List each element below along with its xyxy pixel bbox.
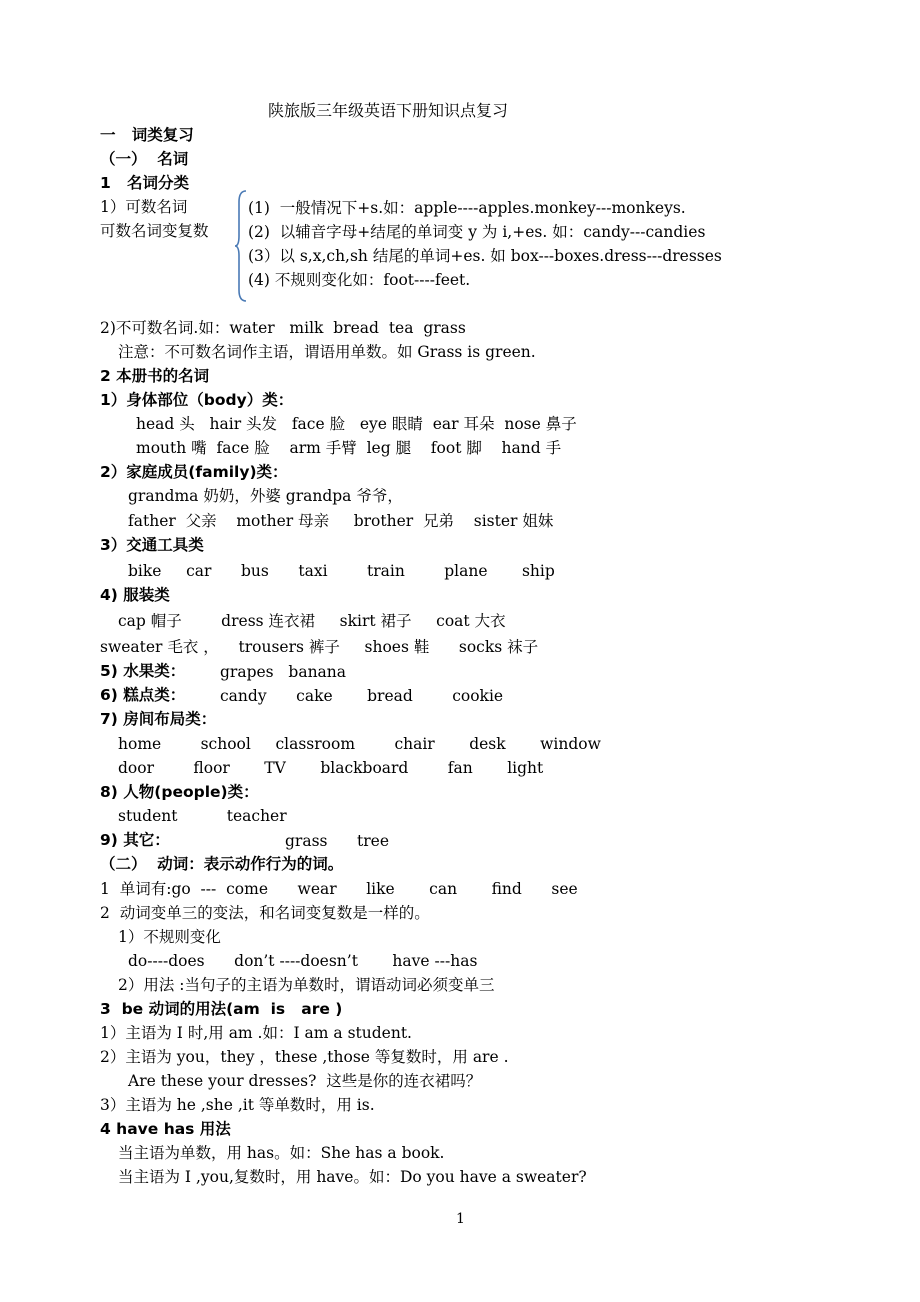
- text-line: (3）以 s,x,ch,sh 结尾的单词+es. 如 box---boxes.dress---dresses: [248, 247, 722, 265]
- text-line: 1）可数名词: [100, 198, 188, 216]
- text-line: do----does don’t ----doesn’t have ---has: [128, 952, 478, 970]
- text-line: (2) 以辅音字母+结尾的单词变 y 为 i,+es. 如：candy---candies: [248, 223, 706, 241]
- text-line: 2）用法 :当句子的主语为单数时，谓语动词必须变单三: [118, 976, 495, 994]
- text-line: 3）主语为 he ,she ,it 等单数时，用 is.: [100, 1096, 375, 1114]
- page-title: 陕旅版三年级英语下册知识点复习: [268, 101, 509, 120]
- subsection-heading: 4 have has 用法: [100, 1120, 231, 1138]
- text-line: 当主语为单数，用 has。如：She has a book.: [118, 1144, 445, 1162]
- vocab-line: grandma 奶奶，外婆 grandpa 爷爷，: [128, 487, 403, 505]
- subsection-heading: 1 名词分类: [100, 174, 189, 192]
- text-line: 1）不规则变化: [118, 928, 221, 946]
- category-heading: 2）家庭成员(family)类：: [100, 463, 288, 481]
- text-line: 当主语为 I ,you,复数时，用 have。如：Do you have a sweater?: [118, 1168, 587, 1186]
- vocab-line: father 父亲 mother 母亲 brother 兄弟 sister 姐妹: [128, 512, 554, 530]
- category-heading: 3）交通工具类: [100, 536, 204, 554]
- category-heading: 5) 水果类：: [100, 662, 186, 680]
- text-line: (1) 一般情况下+s.如：apple----apples.monkey---monkeys.: [248, 199, 686, 217]
- section-heading: 一 词类复习: [100, 126, 194, 144]
- category-heading: 4) 服装类: [100, 586, 170, 604]
- category-heading: 7) 房间布局类：: [100, 710, 217, 728]
- category-heading: 1）身体部位（body）类：: [100, 391, 294, 409]
- vocab-line: cap 帽子 dress 连衣裙 skirt 裙子 coat 大衣: [118, 612, 506, 630]
- text-line: (4) 不规则变化如：foot----feet.: [248, 271, 471, 289]
- text-line: 2)不可数名词.如：water milk bread tea grass: [100, 319, 466, 337]
- vocab-line: door floor TV blackboard fan light: [118, 759, 544, 777]
- page-number: 1: [456, 1211, 465, 1227]
- curly-brace-icon: [234, 190, 248, 302]
- category-heading: 6) 糕点类：: [100, 686, 186, 704]
- vocab-line: candy cake bread cookie: [220, 687, 504, 705]
- vocab-line: sweater 毛衣 ， trousers 裤子 shoes 鞋 socks 袜子: [100, 638, 539, 656]
- text-line: Are these your dresses? 这些是你的连衣裙吗？: [128, 1072, 482, 1090]
- category-heading: 8) 人物(people)类：: [100, 783, 259, 801]
- vocab-line: grass tree: [285, 832, 390, 850]
- text-line: 可数名词变复数: [100, 222, 209, 240]
- subsection-heading: 3 be 动词的用法(am is are ): [100, 1000, 343, 1018]
- text-line: 1）主语为 I 时,用 am .如：I am a student.: [100, 1024, 412, 1042]
- text-line: 2 动词变单三的变法，和名词变复数是一样的。: [100, 904, 430, 922]
- vocab-line: mouth 嘴 face 脸 arm 手臂 leg 腿 foot 脚 hand 手: [136, 439, 562, 457]
- text-line: 注意：不可数名词作主语，谓语用单数。如 Grass is green.: [118, 343, 536, 361]
- vocab-line: grapes banana: [220, 663, 347, 681]
- vocab-line: home school classroom chair desk window: [118, 735, 601, 753]
- text-line: 2）主语为 you，they ，these ,those 等复数时，用 are .: [100, 1048, 509, 1066]
- subsection-heading: 2 本册书的名词: [100, 367, 210, 385]
- vocab-line: head 头 hair 头发 face 脸 eye 眼睛 ear 耳朵 nose 鼻子: [136, 415, 577, 433]
- text-line: 1 单词有:go --- come wear like can find see: [100, 880, 578, 898]
- vocab-line: bike car bus taxi train plane ship: [128, 562, 555, 580]
- subsection-heading: （二） 动词：表示动作行为的词。: [100, 855, 344, 873]
- category-heading: 9) 其它：: [100, 831, 170, 849]
- vocab-line: student teacher: [118, 807, 287, 825]
- subsection-heading: （一） 名词: [100, 150, 189, 168]
